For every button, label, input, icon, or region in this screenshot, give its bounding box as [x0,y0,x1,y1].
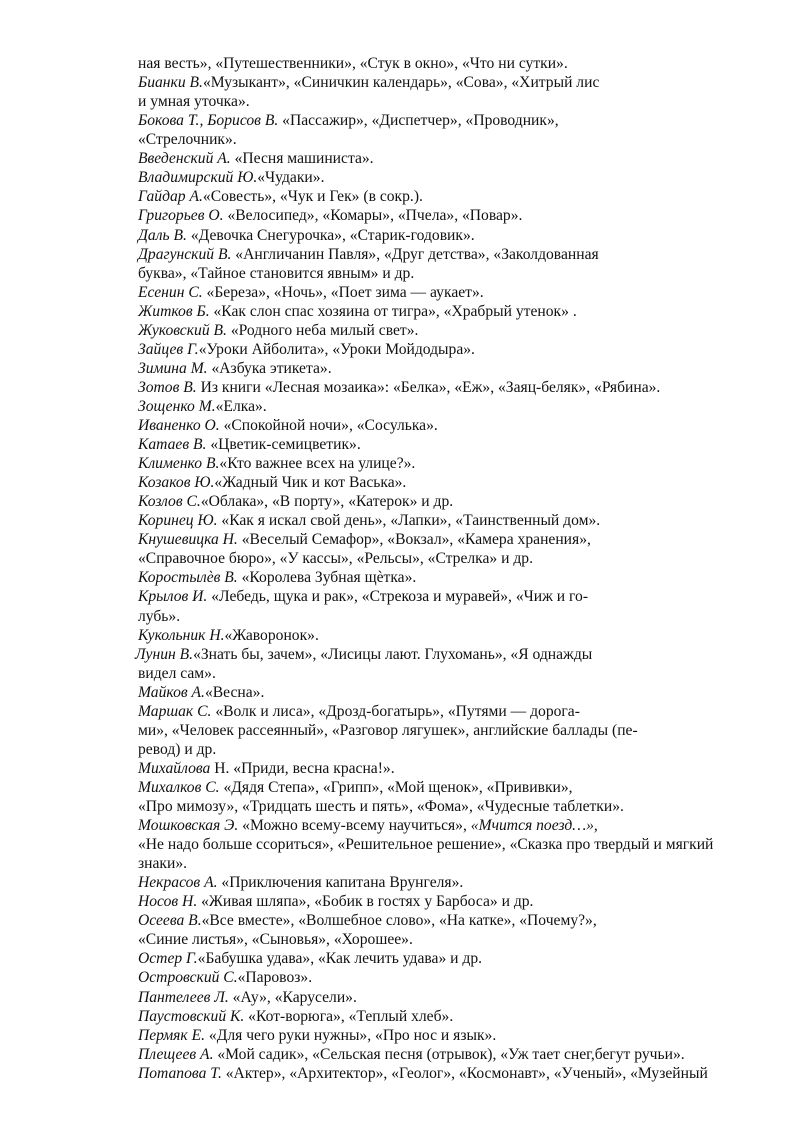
bibliography-line [138,227,475,245]
bibliography-line [138,474,406,492]
bibliography-line [138,1046,685,1064]
bibliography-line [138,379,660,397]
author-name: Зайцев Г. [138,340,199,358]
bibliography-line [138,779,573,797]
bibliography-line [138,569,416,587]
author-name: Михайлова [138,759,211,777]
bibliography-line [138,550,533,568]
bibliography-line [138,265,414,283]
works-list: «Знать бы, зачем», «Лисицы лают. Глухомань», «Я однажды [193,645,593,663]
bibliography-line [138,417,438,435]
works-list: ревод) и др. [138,740,217,758]
bibliography-line [138,931,413,949]
bibliography-line [138,969,312,987]
author-name: Носов Н. [138,893,198,911]
author-name: Островский С. [138,969,238,987]
bibliography-line [138,627,319,645]
bibliography-line [138,588,588,606]
author-name: Гайдар А. [138,188,203,206]
bibliography-line [138,912,597,930]
bibliography-line [138,93,250,111]
bibliography-line [138,798,624,816]
works-list: знаки». [138,855,188,873]
works-list: «Музыкант», «Синичкин календарь», «Сова», «Хитрый лис [202,74,600,91]
author-name: Лунин В. [135,645,194,663]
works-list: «Елка». [215,397,267,415]
bibliography-line [138,760,395,778]
works-list: «Уроки Айболита», «Уроки Мойдодыра». [198,340,475,358]
bibliography-line [138,341,475,359]
works-list: «Для чего руки нужны», «Про нос и язык». [205,1026,497,1044]
author-name: Клименко В. [138,455,220,473]
works-list: «Цветик-семицветик». [206,436,361,453]
author-name: Козаков Ю. [138,474,215,492]
author-name: Паустовский К. [138,1007,245,1025]
works-list: «Чудаки». [257,169,325,187]
bibliography-line [138,950,482,968]
author-name: Пермяк Е. [138,1026,206,1044]
works-list: «Родного неба милый свет». [226,321,419,339]
works-list: «Мой садик», «Сельская песня (отрывок), «Уж тает снег,бегут ручьи». [213,1045,685,1063]
works-list: «Англичанин Павля», «Друг детства», «Заколдованная [231,245,599,263]
works-list: «Девочка Снегурочка», «Старик-годовик». [186,226,475,244]
bibliography-line [138,1008,453,1026]
bibliography-line [138,512,600,530]
works-list: «Лебедь, щука и рак», «Стрекоза и муравей», «Чиж и го- [207,588,589,606]
works-list: «Справочное бюро», «У кассы», «Рельсы», «Стрелка» и др. [138,550,533,568]
bibliography-line [138,112,559,130]
bibliography-line [138,836,713,854]
author-name: Бианки В. [138,74,203,91]
works-list: «Актер», «Архитектор», «Геолог», «Космонавт», «Ученый», «Музейный [221,1064,708,1082]
works-list: буква», «Тайное становится явным» и др. [138,264,415,282]
bibliography-line [138,817,598,835]
bibliography-line [138,665,216,683]
bibliography-line [138,436,361,454]
author-name: Катаев В. [138,436,207,453]
works-list: «Весна». [204,683,265,701]
author-name: Зощенко М. [138,397,216,415]
works-list: «Про мимозу», «Тридцать шесть и пять», «Фома», «Чудесные таблетки». [138,798,624,815]
author-name: Житков Б. [138,302,210,320]
works-list-italic: «Мчится поезд…», [470,817,598,834]
works-list: «Кто важнее всех на улице?». [219,455,416,473]
author-name: Остер Г. [138,950,198,968]
author-name: Маршак С. [138,702,212,720]
author-name: Некрасов А. [138,874,218,892]
author-name: Крылов И. [138,588,208,606]
bibliography-line [138,398,267,416]
bibliography-line [138,150,374,168]
bibliography-line [138,684,264,702]
author-name: Григорьев О. [138,207,224,225]
works-list: лубь». [138,607,181,625]
bibliography-line [138,284,484,302]
bibliography-line [138,55,568,73]
author-name: Мошковская Э. [138,817,239,834]
works-list: «Кот-ворюга», «Теплый хлеб». [244,1007,454,1025]
author-name: Козлов С. [138,493,201,511]
author-name: Зотов В. [138,378,197,396]
works-list: «Азбука этикета». [207,359,332,377]
works-list: видел сам». [138,664,216,682]
bibliography-line [138,1027,496,1045]
author-name: Зимина М. [138,359,208,377]
bibliography-line [135,646,592,664]
bibliography-line [138,246,599,264]
bibliography-line [138,893,533,911]
works-list: «Песня машиниста». [230,150,374,168]
bibliography-line [138,741,216,759]
author-name: Владимирский Ю. [138,169,258,187]
author-name: Пантелеев Л. [138,988,229,1006]
works-list: «Бабушка удава», «Как лечить удава» и др. [197,950,483,968]
bibliography-line [138,169,324,187]
author-name: Коростылѐв В. [138,569,238,587]
author-name: Кукольник Н. [138,626,225,644]
works-list: Н. «Приди, весна красна!». [210,759,395,777]
works-list: «Живая шляпа», «Бобик в гостях у Барбоса» и др. [197,893,534,911]
works-list: ми», «Человек рассеянный», «Разговор лягушек», английские баллады (пе- [138,721,638,739]
bibliography-line [138,608,180,626]
works-list: «Королева Зубная щѐтка». [237,569,417,587]
works-list: Из книги «Лесная мозаика»: «Белка», «Еж», «Заяц-беляк», «Рябина». [196,378,661,396]
works-list: ная весть», «Путешественники», «Стук в окно», «Что ни сутки». [138,55,568,72]
author-name: Даль В. [138,226,187,244]
bibliography-line [138,131,237,149]
works-list: «Не надо больше ссориться», «Решительное решение», «Сказка про твердый и мягкий [138,836,714,854]
works-list: «Как слон спас хозяина от тигра», «Храбрый утенок» . [209,302,577,320]
author-name: Майков А. [138,683,205,701]
author-name: Введенский А. [138,150,231,168]
author-name: Бокова Т., Борисов В. [138,112,279,130]
author-name: Михалков С. [138,778,220,796]
bibliography-line [138,455,415,473]
works-list: «Веселый Семафор», «Вокзал», «Камера хранения», [237,531,591,549]
bibliography-line [138,531,591,549]
works-list: «Как я искал свой день», «Лапки», «Таинственный дом». [217,512,601,530]
author-name: Осеева В. [138,912,202,930]
bibliography-line [138,855,187,873]
bibliography-line [138,722,638,740]
works-list: «Облака», «В порту», «Катерок» и др. [200,493,454,511]
bibliography-line [138,360,332,378]
works-list: «Стрелочник». [138,131,237,149]
works-list: «Совесть», «Чук и Гек» (в сокр.). [202,188,423,206]
works-list: «Все вместе», «Волшебное слово», «На катке», «Почему?», [201,912,597,930]
author-name: Жуковский В. [138,321,227,339]
author-name: Плещеев А. [138,1045,214,1063]
bibliography-line [138,188,423,206]
works-list: «Береза», «Ночь», «Поет зима — аукает». [202,283,484,301]
works-list: «Велосипед», «Комары», «Пчела», «Повар». [223,207,523,225]
works-list: «Жадный Чик и кот Васька». [214,474,407,492]
works-list: «Можно всему-всему научиться», [238,817,471,834]
works-list: «Жаворонок». [224,626,319,644]
works-list: «Ау», «Карусели». [228,988,357,1006]
bibliography-line [138,989,357,1007]
bibliography-line [138,74,599,92]
works-list: «Паровоз». [237,969,313,987]
author-name: Есенин С. [138,283,203,301]
bibliography-line [138,703,580,721]
author-name: Драгунский В. [138,245,232,263]
works-list: «Приключения капитана Врунгеля». [217,874,464,892]
works-list: и умная уточка». [138,93,250,111]
works-list: «Волк и лиса», «Дрозд-богатырь», «Путями — дорога- [211,702,580,720]
author-name: Иваненко О. [138,416,220,434]
bibliography-line [138,874,463,892]
works-list: «Дядя Степа», «Грипп», «Мой щенок», «Прививки», [219,778,573,796]
bibliography-line [138,493,453,511]
works-list: «Спокойной ночи», «Сосулька». [219,416,438,434]
bibliography-line [138,303,577,321]
works-list: «Синие листья», «Сыновья», «Хорошее». [138,931,413,949]
author-name: Потапова Т. [138,1064,222,1082]
author-name: Кнушевицка Н. [138,531,238,549]
bibliography-line [138,322,418,340]
bibliography-line [138,207,522,225]
works-list: «Пассажир», «Диспетчер», «Проводник», [278,112,559,130]
bibliography-line [138,1065,708,1083]
author-name: Коринец Ю. [138,512,218,530]
